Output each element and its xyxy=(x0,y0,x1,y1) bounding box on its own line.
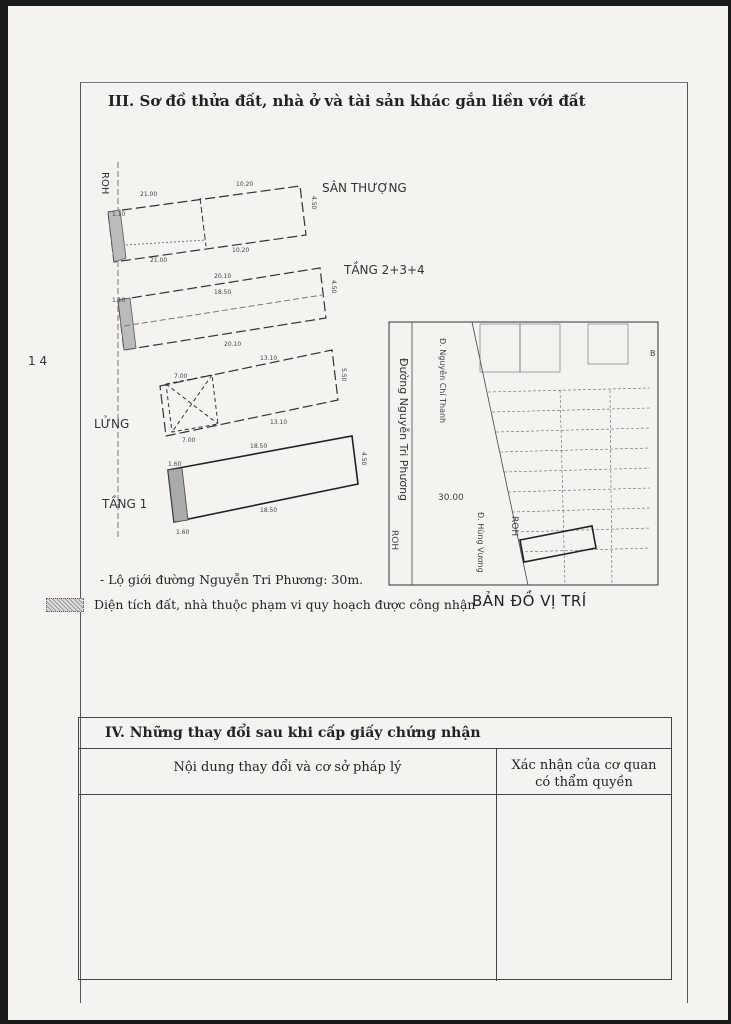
map-roh: ROH xyxy=(509,516,519,537)
confirmation-cell xyxy=(497,795,671,981)
map-road-top: Đ. Nguyễn Chí Thanh xyxy=(438,338,447,424)
map-road-main: Đường Nguyễn Tri Phương xyxy=(397,358,410,502)
section4-title: IV. Những thay đổi sau khi cấp giấy chứng nhận xyxy=(79,718,671,749)
label-lung: LỬNG xyxy=(94,417,130,431)
dim-t1-left: 1.60 xyxy=(168,461,182,468)
label-tang-234: TẦNG 2+3+4 xyxy=(344,263,425,277)
map-road-bottom: Đ. Hùng Vương xyxy=(476,512,485,573)
dim-t1-side: 4.50 xyxy=(360,452,367,466)
map-title: BẢN ĐỒ VỊ TRÍ xyxy=(472,592,587,610)
changes-cell xyxy=(79,795,497,981)
dim-lung-bottom-left: 7.00 xyxy=(182,437,196,444)
col-header-confirmation-line2: có thẩm quyền xyxy=(535,775,633,790)
dim-lung-top-left: 7.00 xyxy=(174,373,188,380)
dim-st-bottom-right: 10.20 xyxy=(232,247,250,254)
dim-st-bottom-left: 21.00 xyxy=(150,257,168,264)
label-tang-1: TẦNG 1 xyxy=(102,497,148,511)
col-header-changes: Nội dung thay đổi và cơ sở pháp lý xyxy=(79,749,497,794)
dim-t1-bottom: 18.50 xyxy=(260,507,278,514)
dim-st-left: 1.10 xyxy=(112,211,126,218)
floor-lung xyxy=(160,350,347,444)
map-roh-left: ROH xyxy=(389,530,399,551)
floor-san-thuong xyxy=(108,181,317,264)
map-width-value: 30.00 xyxy=(438,493,464,503)
col-header-confirmation-line1: Xác nhận của cơ quan xyxy=(511,758,657,773)
floor-tang-234 xyxy=(112,268,337,350)
dim-lung-side: 5.50 xyxy=(340,368,347,382)
legend-row xyxy=(46,597,475,612)
dim-t2-side: 4.50 xyxy=(330,280,337,294)
legend-swatch xyxy=(46,598,84,612)
dim-t2-left: 1.10 xyxy=(112,297,126,304)
section4-table xyxy=(78,717,672,980)
section4-header-row xyxy=(79,749,671,795)
location-map xyxy=(386,318,662,588)
label-san-thuong: SÂN THƯỢNG xyxy=(322,181,407,195)
dim-t2-top: 20.10 xyxy=(214,273,232,280)
dim-t2-bottom: 20.10 xyxy=(224,341,242,348)
dim-t2-mid: 18.50 xyxy=(214,289,232,296)
map-north: B xyxy=(650,349,656,358)
side-page-number: 1 4 xyxy=(28,354,48,368)
legend-text: Diện tích đất, nhà thuộc phạm vi quy hoạch được công nhận xyxy=(94,597,476,612)
col-header-confirmation xyxy=(497,749,671,794)
dim-t1-top: 18.50 xyxy=(250,443,268,450)
dim-lung-bottom-right: 13.10 xyxy=(270,419,288,426)
roh-label: ROH xyxy=(99,172,110,195)
dim-t1-left-bottom: 1.60 xyxy=(176,529,190,536)
floor-tang-1 xyxy=(168,436,367,536)
section3-title: III. Sơ đồ thửa đất, nhà ở và tài sản khác gắn liền với đất xyxy=(108,92,586,110)
lo-gioi-note: - Lộ giới đường Nguyễn Tri Phương: 30m. xyxy=(100,572,364,587)
dim-st-side: 4.50 xyxy=(310,196,317,210)
dim-st-top-left: 21.00 xyxy=(140,191,158,198)
dim-lung-top-right: 13.10 xyxy=(260,355,278,362)
section4-body-row xyxy=(79,795,671,981)
dim-st-top-right: 10.20 xyxy=(236,181,254,188)
